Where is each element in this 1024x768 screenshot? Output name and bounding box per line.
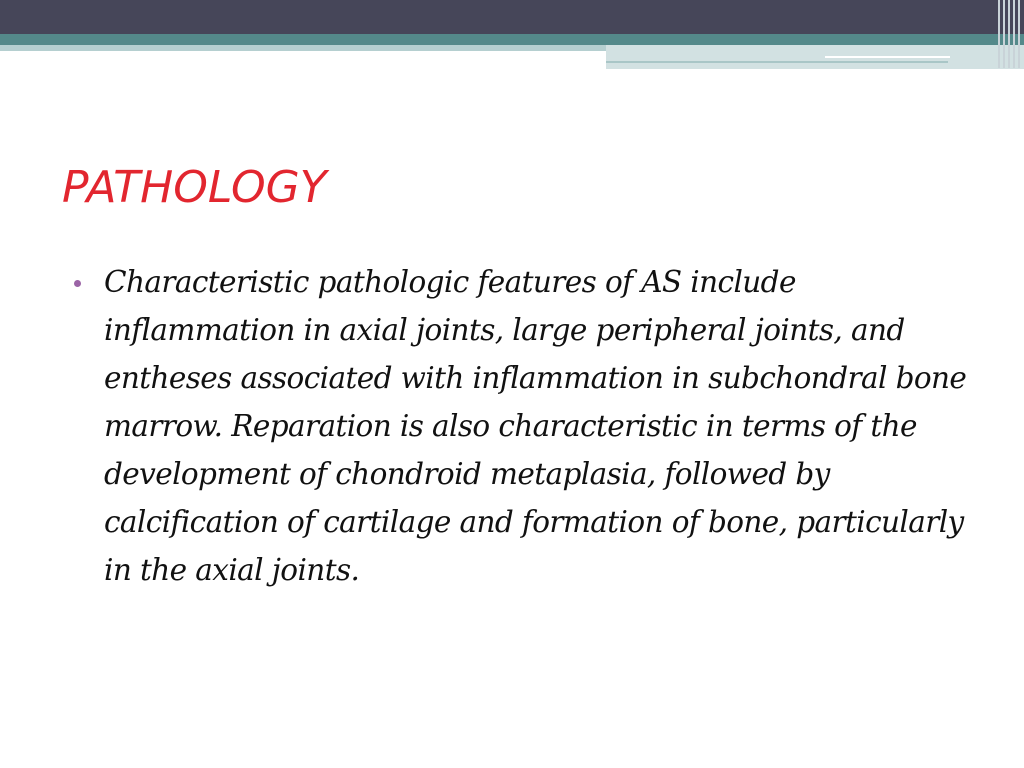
header-dark-bar bbox=[0, 0, 1024, 34]
bullet-text: Characteristic pathologic features of AS include inflammation in axial joints, large peripheral joints, and entheses associated with inflammation in subchondral bone marrow. Reparation is also characteristic in terms of the development of chondroid metaplasia, followed by calcification of cartilage and formation of bone, particularly in the axial joints. bbox=[104, 265, 967, 587]
header-edge-stripes bbox=[994, 0, 1024, 68]
header-tab-line bbox=[606, 61, 948, 63]
bullet-dot-icon bbox=[74, 280, 81, 287]
header-light-band bbox=[0, 45, 606, 51]
bullet-list bbox=[72, 258, 972, 594]
header-teal-band bbox=[0, 34, 1024, 45]
slide-title: PATHOLOGY bbox=[62, 162, 327, 213]
header-tab-decoration bbox=[606, 45, 1024, 69]
header-tab-highlight bbox=[825, 56, 950, 58]
bullet-item bbox=[72, 258, 972, 594]
